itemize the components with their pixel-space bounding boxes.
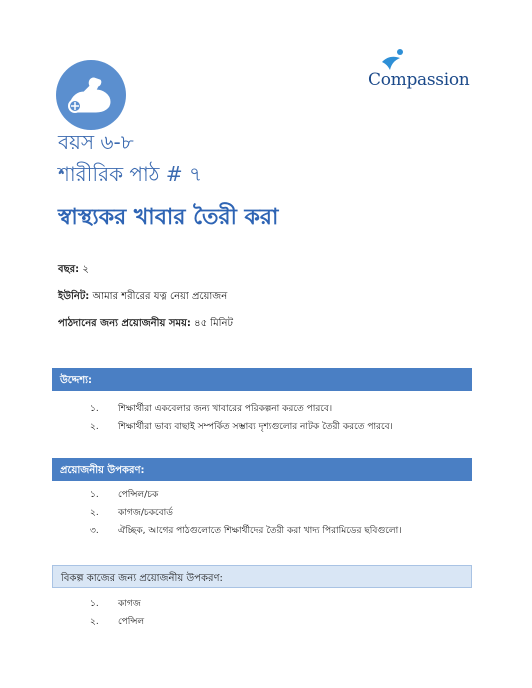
alternative-materials-section-header: বিকল্প কাজের জন্য প্রয়োজনীয় উপকরণ: <box>52 565 472 588</box>
meta-year-value: ২ <box>82 264 89 275</box>
flexed-arm-icon <box>56 60 126 130</box>
list-item-text: পেন্সিল <box>118 617 145 627</box>
list-item <box>90 506 401 521</box>
meta-unit-value: আমার শরীরের যত্ন নেয়া প্রয়োজন <box>92 291 228 302</box>
list-item-text: শিক্ষার্থীরা একবেলার জন্য খাবারের পরিকল্পনা করতে পারবে। <box>118 404 333 414</box>
list-item <box>90 615 144 630</box>
lesson-category-badge <box>56 60 126 130</box>
lesson-number-heading: শারীরিক পাঠ # ৭ <box>58 162 202 186</box>
list-item-number: ১. <box>90 404 99 414</box>
meta-time <box>58 316 233 333</box>
list-item-number: ১. <box>90 599 99 609</box>
list-item-number: ৩. <box>90 526 99 536</box>
materials-section-header: প্রয়োজনীয় উপকরণ: <box>52 458 472 481</box>
meta-year <box>58 262 89 279</box>
meta-time-label: পাঠদানের জন্য প্রয়োজনীয় সময়: <box>58 318 191 329</box>
list-item-number: ২. <box>90 617 99 627</box>
list-item-text: পেন্সিল/চক <box>118 490 159 500</box>
list-item-text: শিক্ষার্থীরা ভাব্য বাছাই সম্পর্কিত সম্ভাব্য দৃশ্যগুলোর নাটক তৈরী করতে পারবে। <box>118 422 393 432</box>
figure-logo-icon <box>378 48 408 72</box>
list-item <box>90 524 401 539</box>
alternative-materials-list <box>90 597 144 633</box>
age-heading: বয়স ৬-৮ <box>58 130 134 154</box>
materials-list <box>90 488 401 542</box>
objectives-section-header: উদ্দেশ্য: <box>52 368 472 391</box>
meta-unit <box>58 289 227 306</box>
objectives-list <box>90 402 393 438</box>
list-item-text: কাগজ <box>118 599 141 609</box>
list-item-number: ১. <box>90 490 99 500</box>
compassion-logo <box>368 48 478 98</box>
list-item-text: কাগজ/চকবোর্ড <box>118 508 173 518</box>
list-item <box>90 402 393 417</box>
list-item <box>90 597 144 612</box>
meta-year-label: বছর: <box>58 264 80 275</box>
list-item-text: ঐচ্ছিক, আগের পাঠগুলোতে শিক্ষার্থীদের তৈরী করা খাদ্য পিরামিডের ছবিগুলো। <box>118 526 402 536</box>
list-item <box>90 420 393 435</box>
meta-unit-label: ইউনিট: <box>58 291 90 302</box>
list-item <box>90 488 401 503</box>
logo-text: Compassion <box>368 70 470 90</box>
meta-time-value: ৪৫ মিনিট <box>194 318 233 329</box>
list-item-number: ২. <box>90 422 99 432</box>
lesson-title: স্বাস্থ্যকর খাবার তৈরী করা <box>58 205 279 230</box>
list-item-number: ২. <box>90 508 99 518</box>
